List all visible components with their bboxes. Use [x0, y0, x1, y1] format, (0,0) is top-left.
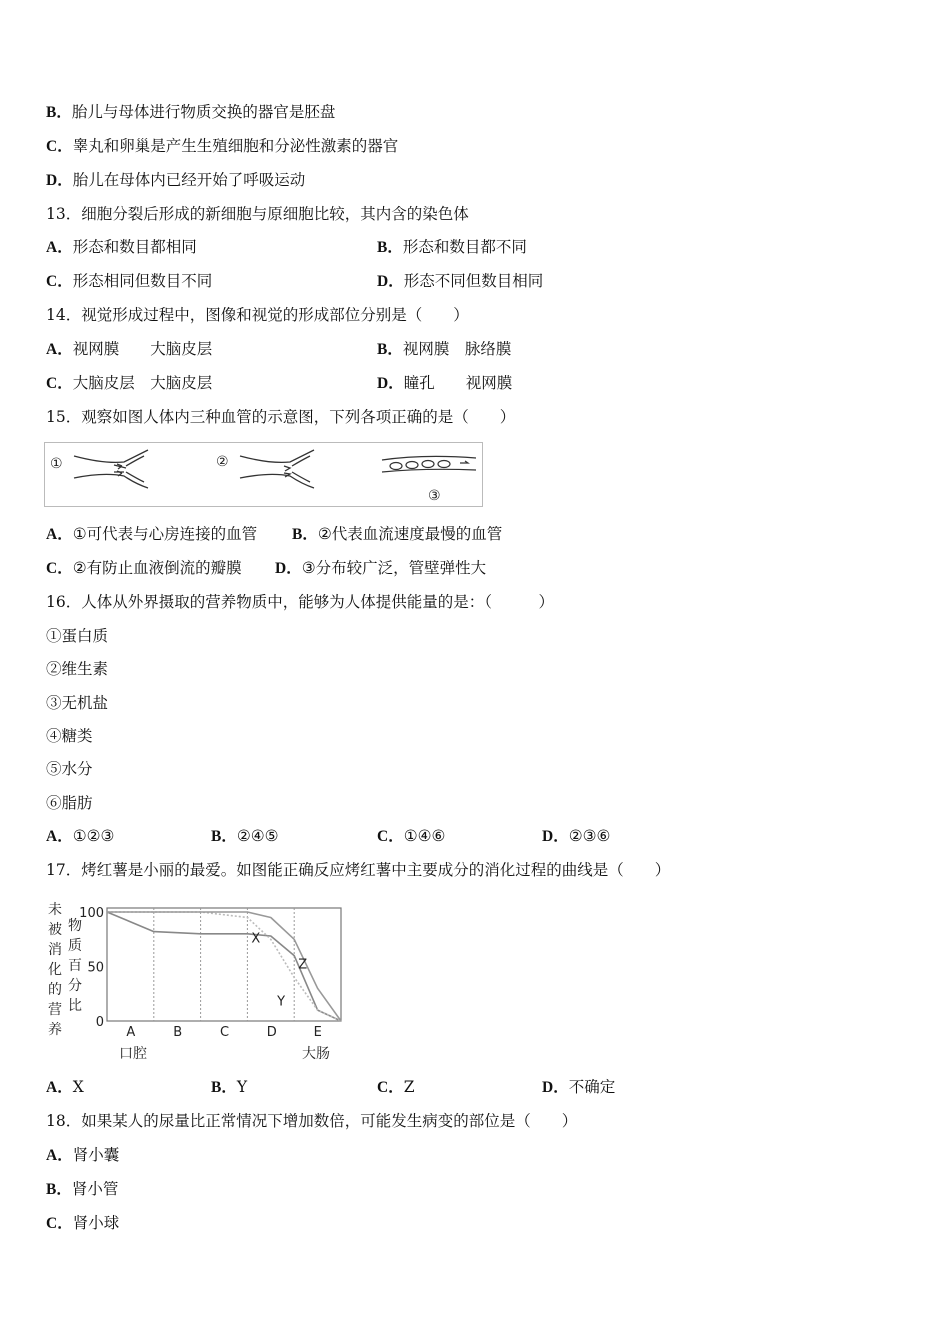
- option-letter: B．: [46, 104, 72, 121]
- vessel-label-3: ③: [428, 488, 441, 504]
- option-text: 胎儿在母体内已经开始了呼吸运动: [72, 171, 306, 189]
- option-text: 睾丸和卵巢是产生生殖细胞和分泌性激素的器官: [72, 137, 399, 155]
- q17-option-c: [377, 1077, 414, 1098]
- y-label-right-char: 百: [68, 958, 82, 974]
- x-tick-label: B: [173, 1025, 183, 1040]
- q14-option-d: [377, 373, 512, 394]
- option-letter: C．: [377, 1079, 404, 1096]
- q16-item: ①蛋白质: [46, 627, 109, 645]
- option-text: 肾小囊: [72, 1146, 120, 1164]
- y-label-left-char: 养: [48, 1022, 62, 1038]
- option-letter: C．: [46, 375, 73, 392]
- option-text: 视网膜 大脑皮层: [72, 340, 213, 358]
- digestion-chart: [44, 894, 344, 1066]
- option-text: 肾小管: [71, 1180, 119, 1198]
- option-letter: C．: [46, 273, 73, 290]
- option-text: 形态和数目都相同: [72, 238, 197, 256]
- y-label-right: [68, 917, 82, 1014]
- q18-option-a: [46, 1145, 119, 1166]
- vessel-label-1: ①: [50, 456, 63, 472]
- curves: [107, 912, 341, 1021]
- option-text: 不确定: [568, 1078, 616, 1096]
- option-letter: B．: [292, 526, 318, 543]
- x-tick-label: E: [313, 1025, 322, 1040]
- curve-label-y: Y: [277, 994, 286, 1010]
- q14-option-c: [46, 373, 212, 394]
- q15-option-b: [292, 524, 502, 545]
- y-label-left-char: 的: [48, 982, 62, 998]
- option-text: 形态不同但数目相同: [403, 272, 544, 290]
- q15-stem: 15．观察如图人体内三种血管的示意图，下列各项正确的是（ ）: [46, 408, 516, 426]
- q16-item: ③无机盐: [46, 694, 109, 712]
- option-letter: D．: [46, 172, 73, 189]
- option-letter: D．: [377, 375, 404, 392]
- y-tick-label: 100: [79, 906, 104, 921]
- q14-option-b: [377, 339, 511, 360]
- option-text: Z: [403, 1078, 415, 1096]
- blood-vessels-figure: [44, 442, 484, 508]
- y-label-left: [48, 901, 62, 1038]
- vessel-label-2: ②: [216, 454, 229, 470]
- option-text: 形态相同但数目不同: [72, 272, 213, 290]
- option-text: 胎儿与母体进行物质交换的器官是胚盘: [71, 103, 336, 121]
- q13-option-d: [377, 271, 543, 292]
- option-letter: A．: [46, 341, 73, 358]
- q17-stem: 17．烤红薯是小丽的最爱。如图能正确反应烤红薯中主要成分的消化过程的曲线是（ ）: [46, 861, 671, 879]
- option-text: 瞳孔 视网膜: [403, 374, 513, 392]
- option-text: ①可代表与心房连接的血管: [72, 525, 258, 543]
- option-text: ②④⑤: [236, 827, 279, 845]
- q16-option-d: [542, 826, 610, 847]
- q16-item: ⑤水分: [46, 760, 93, 778]
- option-text: Y: [236, 1078, 248, 1096]
- prev-option-d: [46, 170, 305, 191]
- option-text: ②代表血流速度最慢的血管: [317, 525, 503, 543]
- y-label-left-char: 被: [48, 922, 62, 938]
- q18-option-c: [46, 1213, 119, 1234]
- q15-option-d: [275, 558, 486, 579]
- option-letter: B．: [377, 341, 403, 358]
- option-letter: B．: [377, 239, 403, 256]
- curve-label-x: X: [251, 931, 261, 947]
- q13-option-c: [46, 271, 212, 292]
- option-text: ②③⑥: [568, 827, 611, 845]
- q18-stem: 18．如果某人的尿量比正常情况下增加数倍，可能发生病变的部位是（ ）: [46, 1112, 578, 1130]
- option-text: ①②③: [72, 827, 115, 845]
- y-tick-label: 50: [87, 960, 104, 976]
- q16-option-c: [377, 826, 445, 847]
- y-ticks: [79, 906, 104, 1030]
- q13-stem: 13．细胞分裂后形成的新细胞与原细胞比较，其内含的染色体: [46, 205, 469, 223]
- option-letter: C．: [46, 1215, 73, 1232]
- option-text: 大脑皮层 大脑皮层: [72, 374, 213, 392]
- option-letter: B．: [46, 1181, 72, 1198]
- q17-option-a: [46, 1077, 84, 1098]
- option-letter: A．: [46, 1147, 73, 1164]
- option-letter: A．: [46, 828, 73, 845]
- option-text: 形态和数目都不同: [402, 238, 527, 256]
- option-letter: D．: [542, 828, 569, 845]
- q16-item: ④糖类: [46, 727, 93, 745]
- vessel-1-diagram: [74, 450, 148, 488]
- q16-item: ⑥脂肪: [46, 794, 93, 812]
- y-label-right-char: 物: [68, 918, 82, 934]
- capillary-diagram: [382, 456, 476, 472]
- x-tick-label: C: [220, 1025, 230, 1040]
- option-text: ①④⑥: [403, 827, 446, 845]
- y-label-right-char: 分: [68, 978, 82, 994]
- option-letter: B．: [211, 828, 237, 845]
- option-text: 肾小球: [72, 1214, 120, 1232]
- x-label-large-intestine: 大肠: [302, 1046, 330, 1062]
- option-letter: C．: [46, 560, 73, 577]
- q14-stem: 14．视觉形成过程中，图像和视觉的形成部位分别是（ ）: [46, 306, 469, 324]
- q13-option-b: [377, 237, 527, 258]
- option-letter: A．: [46, 526, 73, 543]
- q16-item: ②维生素: [46, 660, 109, 678]
- y-label-right-char: 质: [68, 938, 82, 954]
- q15-option-c: [46, 558, 242, 579]
- option-text: X: [72, 1078, 84, 1096]
- option-letter: A．: [46, 1079, 73, 1096]
- q17-option-d: [542, 1077, 615, 1098]
- y-label-left-char: 营: [48, 1002, 62, 1018]
- option-text: ②有防止血液倒流的瓣膜: [72, 559, 242, 577]
- y-tick-label: 0: [95, 1015, 104, 1030]
- y-label-left-char: 消: [48, 942, 62, 958]
- option-letter: D．: [377, 273, 404, 290]
- prev-option-c: [46, 136, 398, 157]
- q14-option-a: [46, 339, 212, 360]
- option-text: ③分布较广泛，管壁弹性大: [301, 559, 487, 577]
- option-letter: D．: [275, 560, 302, 577]
- y-label-left-char: 未: [48, 902, 62, 918]
- option-letter: D．: [542, 1079, 569, 1096]
- option-text: 视网膜 脉络膜: [402, 340, 512, 358]
- option-letter: C．: [46, 138, 73, 155]
- vessel-2-diagram: [240, 450, 314, 488]
- option-letter: A．: [46, 239, 73, 256]
- prev-option-b: [46, 102, 335, 123]
- x-label-mouth: 口腔: [119, 1046, 147, 1062]
- option-letter: B．: [211, 1079, 237, 1096]
- q17-option-b: [211, 1077, 247, 1098]
- option-letter: C．: [377, 828, 404, 845]
- gridlines: [154, 908, 294, 1021]
- q16-option-b: [211, 826, 279, 847]
- y-label-right-char: 比: [68, 998, 82, 1014]
- y-label-left-char: 化: [48, 962, 62, 978]
- q15-option-a: [46, 524, 257, 545]
- x-tick-label: D: [266, 1025, 277, 1040]
- x-tick-label: A: [126, 1025, 136, 1040]
- q16-option-a: [46, 826, 114, 847]
- curve-label-z: Z: [298, 957, 308, 973]
- q18-option-b: [46, 1179, 118, 1200]
- q16-stem: 16．人体从外界摄取的营养物质中，能够为人体提供能量的是：（ ）: [46, 593, 554, 611]
- x-ticks: [126, 1025, 321, 1040]
- q13-option-a: [46, 237, 197, 258]
